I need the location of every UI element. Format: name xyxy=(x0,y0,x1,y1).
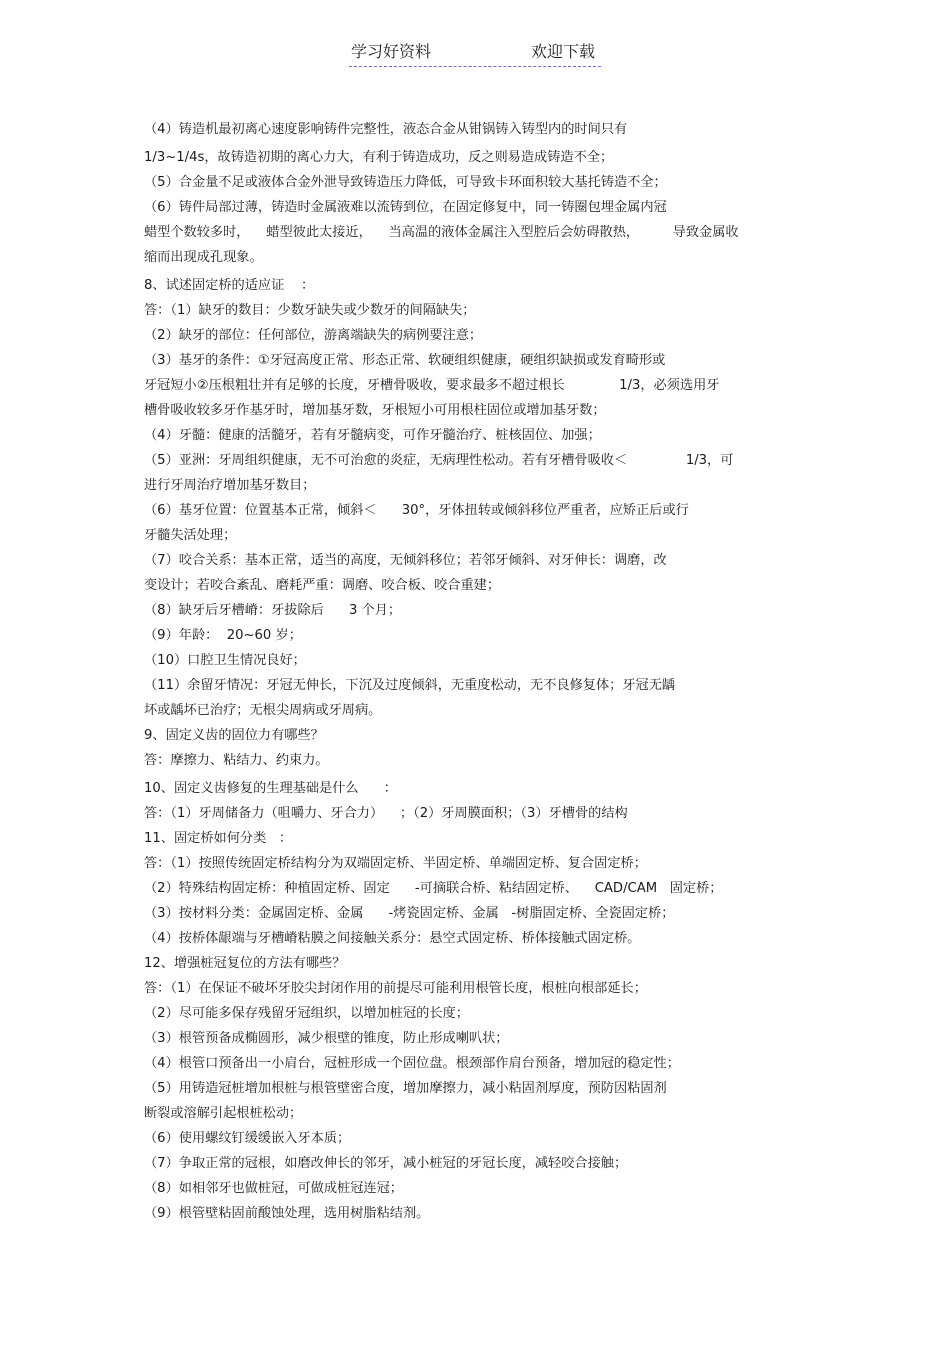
text-line: （6）基牙位置：位置基本正常，倾斜＜ 30°，牙体扭转或倾斜移位严重者，应矫正后或行 xyxy=(144,503,689,518)
text-line: 断裂或溶解引起根桩松动； xyxy=(144,1106,303,1121)
text-line: 蜡型个数较多时， 蜡型彼此太接近， 当高温的液体金属注入型腔后会妨碍散热， 导致金属收 xyxy=(144,225,739,240)
text-line: （7）咬合关系：基本正常，适当的高度，无倾斜移位；若邻牙倾斜、对牙伸长：调磨，改 xyxy=(144,553,667,568)
text-line: （3）根管预备成椭圆形，减少根壁的锥度，防止形成喇叭状； xyxy=(144,1031,509,1046)
text-line: （8）缺牙后牙槽嵴：牙拔除后 3 个月； xyxy=(144,603,402,618)
header-left-text: 学习好资料 xyxy=(351,42,432,61)
text-line: （5）亚洲：牙周组织健康，无不可治愈的炎症，无病理性松动。若有牙槽骨吸收＜ 1/3，可 xyxy=(144,453,734,468)
text-line: 答：（1）牙周储备力（咀嚼力、牙合力） ；（2）牙周膜面积；（3）牙槽骨的结构 xyxy=(144,806,628,821)
text-line: 9、固定义齿的固位力有哪些？ xyxy=(144,728,324,743)
text-line: 1/3~1/4s，故铸造初期的离心力大，有利于铸造成功，反之则易造成铸造不全； xyxy=(144,150,614,165)
text-line: （4）按桥体龈端与牙槽嵴粘膜之间接触关系分：悬空式固定桥、桥体接触式固定桥。 xyxy=(144,931,641,946)
document-body xyxy=(144,117,814,1226)
text-line: （10）口腔卫生情况良好； xyxy=(144,653,306,668)
text-line: 8、试述固定桥的适应证 ： xyxy=(144,278,315,293)
text-line: （9）根管壁粘固前酸蚀处理，选用树脂粘结剂。 xyxy=(144,1206,430,1221)
header-right-text: 欢迎下载 xyxy=(530,42,595,61)
text-line: 变设计；若咬合紊乱、磨耗严重：调磨、咬合板、咬合重建； xyxy=(144,578,501,593)
text-line: 12、增强桩冠复位的方法有哪些？ xyxy=(144,956,346,971)
text-line: （9）年龄： 20~60 岁； xyxy=(144,628,302,643)
text-line: 答：摩擦力、粘结力、约束力。 xyxy=(144,753,329,768)
text-line: （5）合金量不足或液体合金外泄导致铸造压力降低，可导致卡环面积较大基托铸造不全； xyxy=(144,175,667,190)
text-line: 槽骨吸收较多牙作基牙时，增加基牙数，牙根短小可用根柱固位或增加基牙数； xyxy=(144,403,606,418)
text-line: （6）铸件局部过薄，铸造时金属液难以流铸到位，在固定修复中，同一铸圈包埋金属内冠 xyxy=(144,200,667,215)
text-line: 11、固定桥如何分类 ： xyxy=(144,831,293,846)
text-line: （4）牙髓：健康的活髓牙，若有牙髓病变，可作牙髓治疗、桩核固位、加强； xyxy=(144,428,601,443)
text-line: 坏或龋坏已治疗；无根尖周病或牙周病。 xyxy=(144,703,382,718)
text-line: （11）余留牙情况：牙冠无伸长，下沉及过度倾斜，无重度松动，无不良修复体；牙冠无龋 xyxy=(144,678,676,693)
text-line: （2）特殊结构固定桥：种植固定桥、固定 -可摘联合桥、粘结固定桥、 CAD/CAM 固定桥； xyxy=(144,881,723,896)
text-line: （3）按材料分类：金属固定桥、金属 -烤瓷固定桥、金属 -树脂固定桥、全瓷固定桥； xyxy=(144,906,675,921)
text-line: 10、固定义齿修复的生理基础是什么 ： xyxy=(144,781,397,796)
page-header xyxy=(349,42,601,67)
text-line: （3）基牙的条件：①牙冠高度正常、形态正常、软硬组织健康，硬组织缺损或发育畸形或 xyxy=(144,353,666,368)
text-line: （5）用铸造冠桩增加根桩与根管壁密合度，增加摩擦力，减小粘固剂厚度，预防因粘固剂 xyxy=(144,1081,667,1096)
text-line: （8）如相邻牙也做桩冠，可做成桩冠连冠； xyxy=(144,1181,403,1196)
text-line: 答：（1）缺牙的数目：少数牙缺失或少数牙的间隔缺失； xyxy=(144,303,476,318)
text-line: （4）铸造机最初离心速度影响铸件完整性，液态合金从钳锅铸入铸型内的时间只有 xyxy=(144,122,628,137)
text-line: （2）缺牙的部位：任何部位，游离端缺失的病例要注意； xyxy=(144,328,483,343)
text-line: 牙髓失活处理； xyxy=(144,528,237,543)
text-line: （4）根管口预备出一小肩台，冠桩形成一个固位盘。根颈部作肩台预备，增加冠的稳定性； xyxy=(144,1056,680,1071)
text-line: 缩而出现成孔现象。 xyxy=(144,250,263,265)
text-line: 牙冠短小②压根粗壮并有足够的长度，牙槽骨吸收，要求最多不超过根长 1/3，必须选用牙 xyxy=(144,378,720,393)
text-line: 进行牙周治疗增加基牙数目； xyxy=(144,478,316,493)
text-line: 答：（1）按照传统固定桥结构分为双端固定桥、半固定桥、单端固定桥、复合固定桥； xyxy=(144,856,647,871)
text-line: 答：（1）在保证不破坏牙胶尖封闭作用的前提尽可能利用根管长度，根桩向根部延长； xyxy=(144,981,647,996)
text-line: （7）争取正常的冠根，如磨改伸长的邻牙，减小桩冠的牙冠长度，减轻咬合接触； xyxy=(144,1156,628,1171)
text-line: （6）使用螺纹钉缓缓嵌入牙本质； xyxy=(144,1131,351,1146)
text-line: （2）尽可能多保存残留牙冠组织，以增加桩冠的长度； xyxy=(144,1006,469,1021)
